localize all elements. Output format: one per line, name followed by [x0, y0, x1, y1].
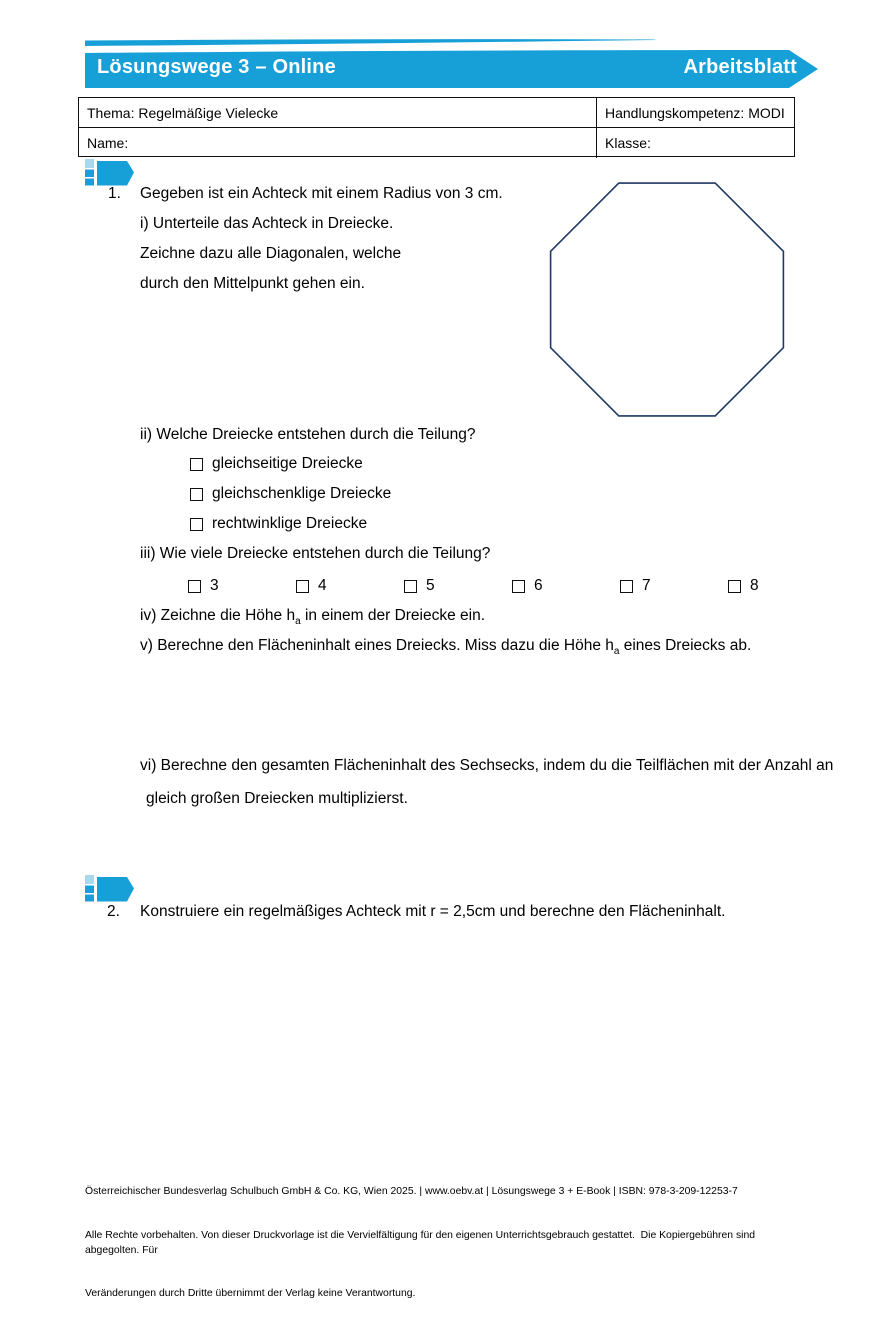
checkbox[interactable]	[190, 458, 203, 471]
footer-line-publisher: Österreichischer Bundesverlag Schulbuch GmbH & Co. KG, Wien 2025. | www.oebv.at | Lösungswege 3 + E-Book | ISBN: 978-3-209-12253-7	[85, 1186, 738, 1198]
task1-part-v: v) Berechne den Flächeninhalt eines Dreiecks. Miss dazu die Höhe $h_a$ eines Dreiecks ab.	[140, 637, 752, 658]
footer-line-rights: Alle Rechte vorbehalten. Von dieser Druckvorlage ist die Vervielfältigung für den eigenen Unterrichtsgebrauch gestattet. Die Kopiergebühren sind abgegolten. Für	[85, 1229, 758, 1256]
option-label: gleichschenklige Dreiecke	[212, 485, 392, 502]
task1-part-ii-question: ii) Welche Dreiecke entstehen durch die Teilung?	[140, 426, 476, 443]
option-gleichschenklige	[190, 485, 391, 503]
checkbox[interactable]	[512, 580, 525, 593]
checkbox[interactable]	[190, 488, 203, 501]
task1-part-iii-question: iii) Wie viele Dreiecke entstehen durch die Teilung?	[140, 545, 491, 562]
option-8	[728, 577, 759, 595]
task1-part-vi-line2: gleich großen Dreiecken multiplizierst.	[146, 790, 408, 807]
task2-text: Konstruiere ein regelmäßiges Achteck mit r = 2,5cm und berechne den Flächeninhalt.	[140, 903, 726, 920]
option-label: 5	[426, 577, 435, 594]
info-table	[78, 97, 795, 157]
option-5	[404, 577, 435, 595]
option-3	[188, 577, 219, 595]
footer	[85, 1156, 803, 1317]
task1-part-i-line1: i) Unterteile das Achteck in Dreiecke.	[140, 215, 394, 232]
klasse-field[interactable]: Klasse:	[596, 128, 794, 158]
footer-line-disclaimer: Veränderungen durch Dritte übernimmt der Verlag keine Verantwortung.	[85, 1288, 416, 1300]
thema-cell: Thema: Regelmäßige Vielecke	[79, 98, 596, 128]
kompetenz-cell: Handlungskompetenz: MODI	[596, 98, 794, 128]
option-gleichseitige	[190, 455, 363, 473]
option-label: 4	[318, 577, 327, 594]
checkbox[interactable]	[188, 580, 201, 593]
option-label: 8	[750, 577, 759, 594]
option-label: 3	[210, 577, 219, 594]
name-field[interactable]: Name:	[87, 135, 129, 151]
task1-number: 1.	[108, 185, 121, 202]
task1-part-vi-line1: vi) Berechne den gesamten Flächeninhalt des Sechsecks, indem du die Teilflächen mit der Anzahl an	[140, 757, 834, 774]
banner-title: Lösungswege 3 – Online	[97, 56, 336, 78]
checkbox[interactable]	[296, 580, 309, 593]
task1-part-i-line2: Zeichne dazu alle Diagonalen, welche	[140, 245, 402, 262]
option-label: 6	[534, 577, 543, 594]
option-6	[512, 577, 543, 595]
option-label: 7	[642, 577, 651, 594]
banner-label: Arbeitsblatt	[683, 56, 797, 78]
task1-part-iv: iv) Zeichne die Höhe $h_a$ in einem der Dreiecke ein.	[140, 607, 486, 628]
task-marker-icon	[85, 875, 135, 902]
octagon-figure	[548, 182, 786, 417]
option-rechtwinklige	[190, 515, 367, 533]
checkbox[interactable]	[190, 518, 203, 531]
option-4	[296, 577, 327, 595]
task-marker-icon	[85, 159, 135, 186]
task1-part-i-line3: durch den Mittelpunkt gehen ein.	[140, 275, 365, 292]
option-7	[620, 577, 651, 595]
checkbox[interactable]	[404, 580, 417, 593]
option-label: gleichseitige Dreiecke	[212, 455, 363, 472]
checkbox[interactable]	[620, 580, 633, 593]
checkbox[interactable]	[728, 580, 741, 593]
task2-number: 2.	[107, 903, 120, 920]
option-label: rechtwinklige Dreiecke	[212, 515, 368, 532]
task1-intro: Gegeben ist ein Achteck mit einem Radius von 3 cm.	[140, 185, 503, 202]
